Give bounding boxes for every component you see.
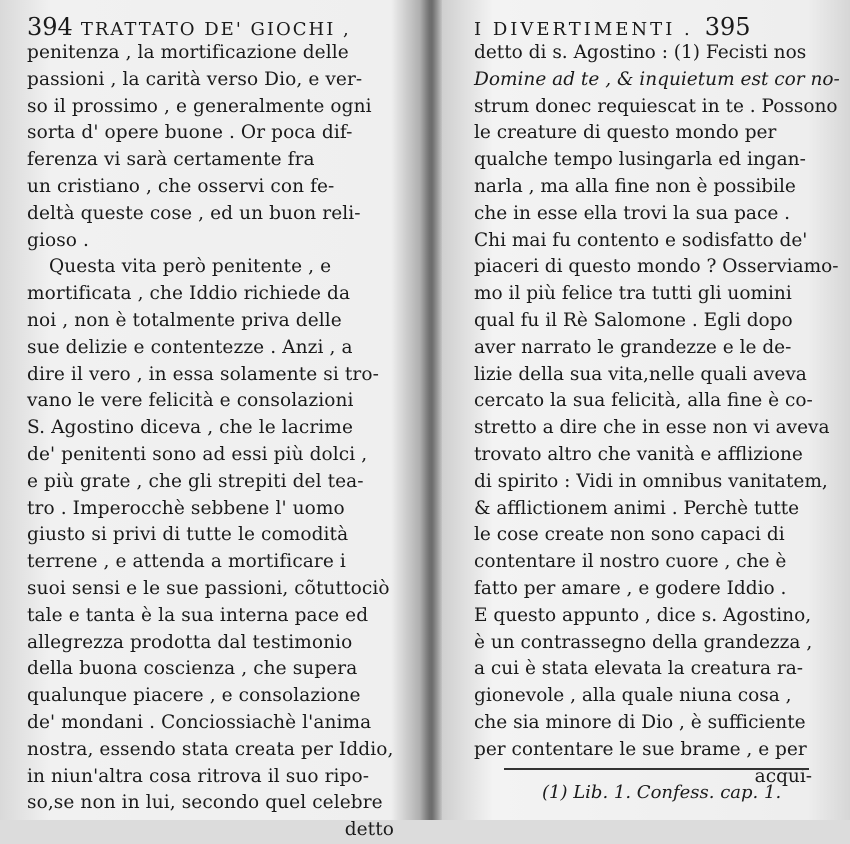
text-line: sue delizie e contentezze . Anzi , a bbox=[27, 336, 353, 358]
text-line: contentare il nostro cuore , che è bbox=[474, 551, 787, 573]
text-line: ferenza vi sarà certamente fra bbox=[27, 149, 315, 171]
catchword: acqui- bbox=[754, 765, 812, 787]
text-line: in niun'altra cosa ritrova il suo ripo- bbox=[27, 765, 370, 787]
left-text-block bbox=[27, 40, 416, 844]
text-line: penitenza , la mortificazione delle bbox=[27, 42, 349, 63]
right-text-block bbox=[474, 40, 840, 790]
text-line: Chi mai fu contento e sodisfatto de' bbox=[474, 229, 808, 251]
text-line: dire il vero , in essa solamente si tro- bbox=[27, 363, 379, 385]
text-line: narla , ma alla fine non è possibile bbox=[474, 175, 796, 197]
text-line: per contentare le sue brame , e per bbox=[474, 738, 807, 760]
text-line: cercato la sua felicità, alla fine è co- bbox=[474, 390, 813, 412]
text-line: lizie della sua vita,nelle quali aveva bbox=[474, 363, 807, 385]
text-line: noi , non è totalmente priva delle bbox=[27, 309, 342, 331]
text-line: deltà queste cose , ed un buon reli- bbox=[27, 202, 361, 224]
text-line: giusto si privi di tutte le comodità bbox=[27, 524, 349, 546]
catchword: detto bbox=[344, 819, 394, 841]
text-line: sorta d' opere buone . Or poca dif- bbox=[27, 122, 353, 144]
right-page bbox=[438, 0, 850, 820]
text-line: un cristiano , che osservi con fe- bbox=[27, 175, 335, 197]
text-line: Domine ad te , & inquietum est cor no- bbox=[474, 68, 840, 90]
text-line: so,se non in lui, secondo quel celebre bbox=[27, 792, 383, 814]
text-line: stretto a dire che in esse non vi aveva bbox=[474, 417, 830, 439]
text-line: tro . Imperocchè sebbene l' uomo bbox=[27, 497, 345, 519]
right-running-head bbox=[474, 14, 834, 40]
text-line: mo il più felice tra tutti gli uomini bbox=[474, 283, 792, 305]
right-page-number: 395 bbox=[704, 13, 751, 41]
text-line: gionevole , alla quale niuna cosa , bbox=[474, 685, 792, 707]
text-line: terrene , e attenda a mortificare i bbox=[27, 551, 346, 573]
text-line: trovato altro che vanità e afflizione bbox=[474, 443, 803, 465]
text-line: e più grate , che gli strepiti del tea- bbox=[27, 470, 364, 492]
text-line: qualche tempo lusingarla ed ingan- bbox=[474, 149, 806, 171]
text-line: piaceri di questo mondo ? Osserviamo- bbox=[474, 256, 839, 278]
text-line: qual fu il Rè Salomone . Egli dopo bbox=[474, 309, 793, 331]
text-line: di spirito : Vidi in omnibus vanitatem, bbox=[474, 470, 828, 492]
text-line: gioso . bbox=[27, 229, 89, 251]
footnote: (1) Lib. 1. Confess. cap. 1. bbox=[542, 782, 782, 803]
left-page-number: 394 bbox=[27, 13, 73, 41]
text-line: fatto per amare , e godere Iddio . bbox=[474, 577, 787, 599]
text-line: è un contrassegno della grandezza , bbox=[474, 631, 813, 653]
text-line: che in esse ella trovi la sua pace . bbox=[474, 202, 791, 224]
text-line: le creature di questo mondo per bbox=[474, 122, 777, 144]
text-line: E questo appunto , dice s. Agostino, bbox=[474, 604, 812, 626]
text-line: allegrezza prodotta dal testimonio bbox=[27, 631, 353, 653]
text-line: le cose create non sono capaci di bbox=[474, 524, 785, 546]
text-line: de' mondani . Conciossiachè l'anima bbox=[27, 711, 372, 733]
text-line: detto di s. Agostino : (1) Fecisti nos bbox=[474, 42, 807, 63]
text-line: Questa vita però penitente , e bbox=[49, 256, 332, 278]
left-running-head bbox=[27, 14, 416, 40]
text-line: strum donec requiescat in te . Possono bbox=[474, 95, 838, 117]
text-line: de' penitenti sono ad essi più dolci , bbox=[27, 443, 368, 465]
text-line: che sia minore di Dio , è sufficiente bbox=[474, 711, 806, 733]
text-line: della buona coscienza , che supera bbox=[27, 658, 358, 680]
text-line: mortificata , che Iddio richiede da bbox=[27, 283, 351, 305]
text-line: nostra, essendo stata creata per Iddio, bbox=[27, 738, 394, 760]
text-line: qualunque piacere , e consolazione bbox=[27, 685, 361, 707]
text-line: S. Agostino diceva , che le lacrime bbox=[27, 417, 353, 439]
text-line: aver narrato le grandezze e le de- bbox=[474, 336, 792, 358]
text-line: vano le vere felicità e consolazioni bbox=[27, 390, 354, 412]
right-running-title: I DIVERTIMENTI . bbox=[474, 19, 693, 40]
text-line: passioni , la carità verso Dio, e ver- bbox=[27, 68, 363, 90]
text-line: so il prossimo , e generalmente ogni bbox=[27, 95, 372, 117]
left-running-title: TRATTATO DE' GIOCHI , bbox=[80, 19, 351, 40]
footnote-rule bbox=[504, 768, 809, 770]
text-line: & afflictionem animi . Perchè tutte bbox=[474, 497, 800, 519]
text-line: suoi sensi e le sue passioni, cõtuttociò bbox=[27, 577, 390, 599]
text-line: a cui è stata elevata la creatura ra- bbox=[474, 658, 803, 680]
text-line: tale e tanta è la sua interna pace ed bbox=[27, 604, 369, 626]
